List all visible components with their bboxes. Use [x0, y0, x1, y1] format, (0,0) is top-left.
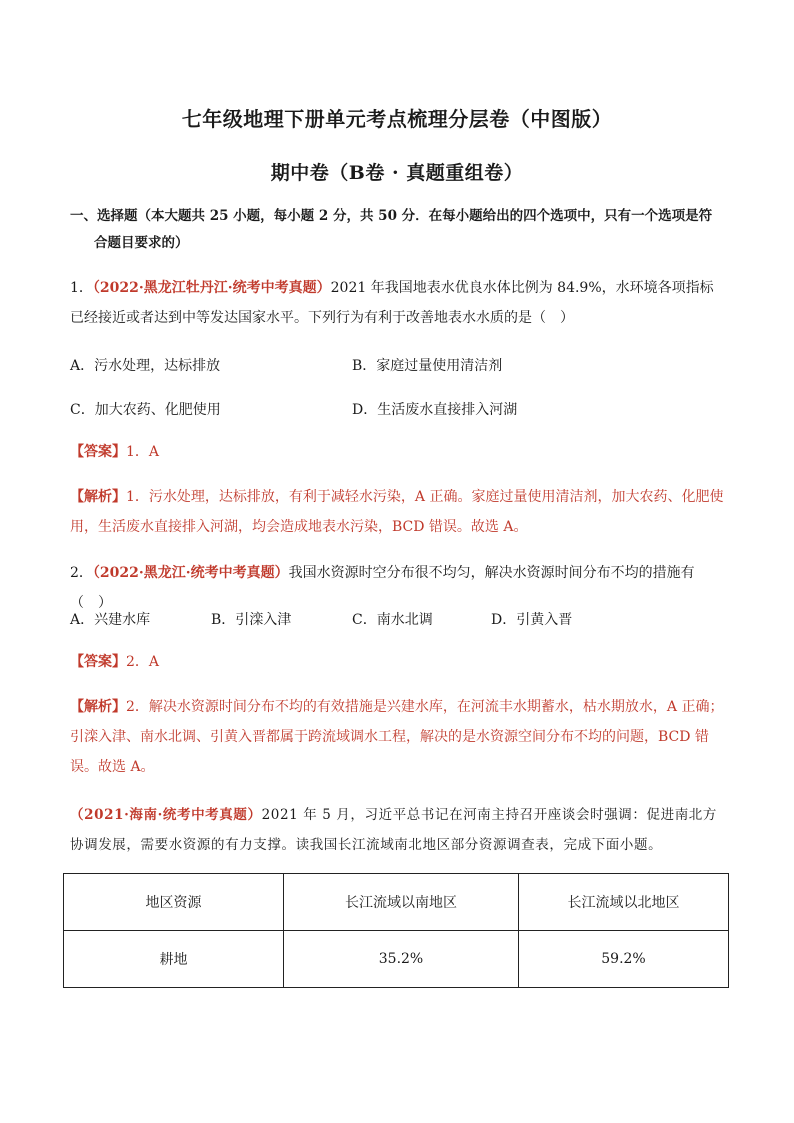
question-2-option-c: C．南水北调	[352, 612, 433, 628]
question-1-text: 2021 年我国地表水优良水体比例为 84.9%，水环境各项指标已经接近或者达到中等发达国家水平。下列行为有利于改善地表水水质的是（ ）	[70, 280, 714, 326]
question-1-option-c: C．加大农药、化肥使用	[70, 402, 221, 418]
document-subtitle: 期中卷（B卷 · 真题重组卷）	[270, 162, 524, 184]
question-1-answer	[70, 437, 725, 467]
table-header-cell: 地区资源	[64, 874, 284, 931]
material-source: （2021·海南·统考中考真题）	[70, 807, 262, 823]
question-1-stem	[70, 273, 725, 333]
analysis-text: 1．污水处理，达标排放，有利于减轻水污染，A 正确。家庭过量使用清洁剂，加大农药、化肥使用，生活废水直接排入河湖，均会造成地表水污染，BCD 错误。故选 A。	[70, 489, 724, 535]
question-1-analysis	[70, 482, 725, 542]
answer-value: 2．A	[126, 654, 160, 670]
material-paragraph	[70, 800, 730, 860]
analysis-label: 【解析】	[70, 699, 126, 715]
question-1-option-a: A．污水处理，达标排放	[70, 358, 221, 374]
answer-label: 【答案】	[70, 654, 126, 670]
answer-label: 【答案】	[70, 444, 126, 460]
question-2-text: 我国水资源时空分布很不均匀，解决水资源时间分布不均的措施有（ ）	[70, 565, 695, 611]
question-1-source: （2022·黑龙江牡丹江·统考中考真题）	[92, 280, 331, 296]
answer-value: 1．A	[126, 444, 160, 460]
resource-table	[63, 873, 729, 988]
table-cell: 59.2%	[519, 931, 729, 988]
section-heading-line1: 一、选择题（本大题共 25 小题，每小题 2 分，共 50 分．在每小题给出的四个选项中，只有一个选项是符	[70, 208, 713, 224]
question-2-answer	[70, 647, 725, 677]
section-heading	[70, 203, 730, 257]
section-heading-line2: 合题目要求的）	[94, 235, 189, 251]
question-2-option-a: A．兴建水库	[70, 612, 151, 628]
material-text: 2021 年 5 月，习近平总书记在河南主持召开座谈会时强调：促进南北方协调发展，需要水资源的有力支撑。读我国长江流域南北地区部分资源调查表，完成下面小题。	[70, 807, 717, 853]
question-2-option-b: B．引滦入津	[211, 612, 292, 628]
question-1-number: 1．	[70, 280, 93, 296]
table-header-cell: 长江流域以南地区	[284, 874, 519, 931]
table-cell: 35.2%	[284, 931, 519, 988]
question-1-option-d: D．生活废水直接排入河湖	[352, 402, 518, 418]
analysis-text: 2．解决水资源时间分布不均的有效措施是兴建水库，在河流丰水期蓄水，枯水期放水，A 正确；引滦入津、南水北调、引黄入晋都属于跨流域调水工程，解决的是水资源空间分布不均的问题，BCD 错误。故选 A。	[70, 699, 724, 775]
question-2-option-d: D．引黄入晋	[491, 612, 573, 628]
question-2-source: （2022·黑龙江·统考中考真题）	[92, 565, 289, 581]
table-header-cell: 长江流域以北地区	[519, 874, 729, 931]
question-1-option-b: B．家庭过量使用清洁剂	[352, 358, 503, 374]
table-header-row	[64, 874, 729, 931]
table-cell: 耕地	[64, 931, 284, 988]
question-2-number: 2．	[70, 565, 93, 581]
table-row	[64, 931, 729, 988]
document-title: 七年级地理下册单元考点梳理分层卷（中图版）	[181, 107, 613, 131]
analysis-label: 【解析】	[70, 489, 126, 505]
question-2-analysis	[70, 692, 725, 782]
